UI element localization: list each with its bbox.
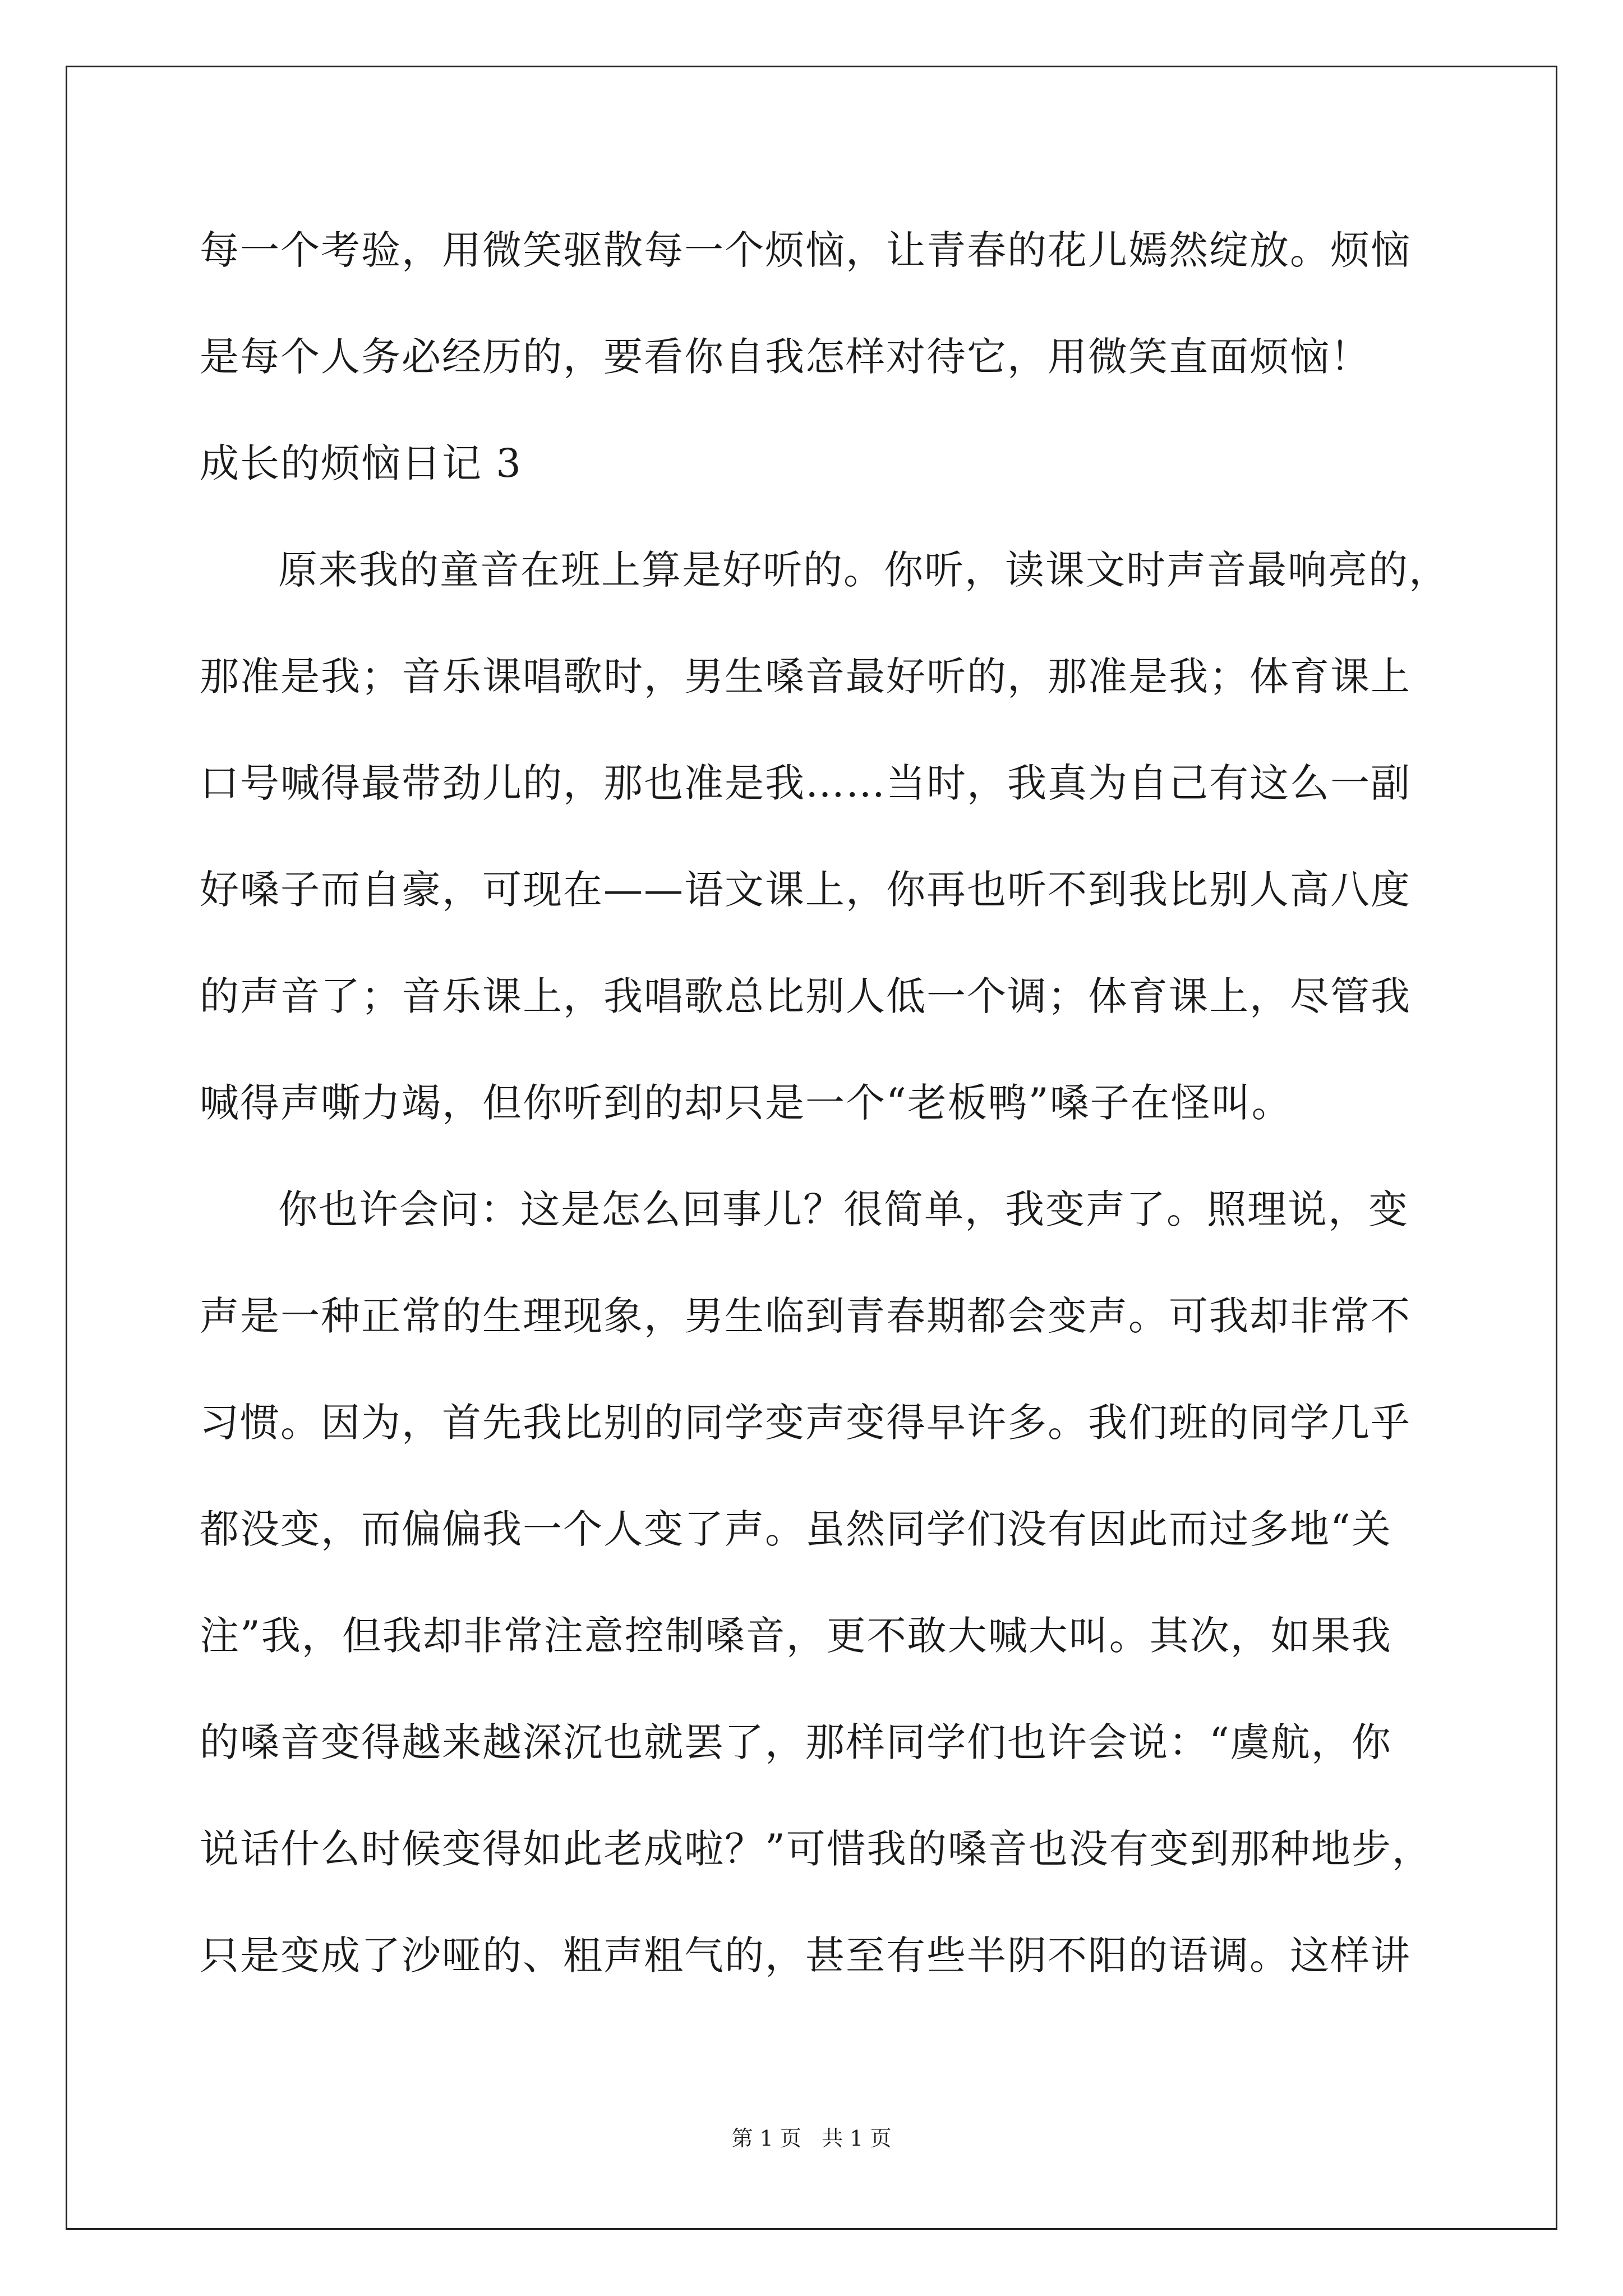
section-heading: 成长的烦恼日记 3 — [200, 440, 522, 486]
text-line: 只是变成了沙哑的、粗声粗气的，甚至有些半阴不阳的语调。这样讲 — [200, 1932, 1411, 1978]
text-line: 好嗓子而自豪，可现在——语文课上，你再也听不到我比别人高八度 — [200, 867, 1411, 913]
text-line: 每一个考验，用微笑驱散每一个烦恼，让青春的花儿嫣然绽放。烦恼 — [200, 227, 1411, 273]
text-line: 原来我的童音在班上算是好听的。你听，读课文时声音最响亮的， — [278, 547, 1449, 593]
text-line: 的声音了；音乐课上，我唱歌总比别人低一个调；体育课上，尽管我 — [200, 973, 1411, 1019]
page-footer: 第 1 页 共 1 页 — [731, 2126, 892, 2151]
text-line: 声是一种正常的生理现象，男生临到青春期都会变声。可我却非常不 — [200, 1293, 1411, 1339]
text-line: 都没变，而偏偏我一个人变了声。虽然同学们没有因此而过多地“关 — [200, 1506, 1392, 1552]
text-line: 口号喊得最带劲儿的，那也准是我……当时，我真为自己有这么一副 — [200, 760, 1411, 806]
text-line: 注”我，但我却非常注意控制嗓音，更不敢大喊大叫。其次，如果我 — [200, 1613, 1392, 1659]
text-line: 说话什么时候变得如此老成啦？”可惜我的嗓音也没有变到那种地步， — [200, 1826, 1432, 1872]
text-line: 的嗓音变得越来越深沉也就罢了，那样同学们也许会说：“虞航，你 — [200, 1719, 1392, 1765]
text-line: 喊得声嘶力竭，但你听到的却只是一个“老板鸭”嗓子在怪叫。 — [200, 1080, 1292, 1126]
text-line: 那准是我；音乐课唱歌时，男生嗓音最好听的，那准是我；体育课上 — [200, 654, 1411, 700]
text-line: 你也许会问：这是怎么回事儿？很简单，我变声了。照理说，变 — [278, 1186, 1409, 1232]
text-line: 习惯。因为，首先我比别的同学变声变得早许多。我们班的同学几乎 — [200, 1400, 1411, 1446]
text-line: 是每个人务必经历的，要看你自我怎样对待它，用微笑直面烦恼！ — [200, 334, 1371, 380]
page-border — [66, 66, 1557, 2230]
